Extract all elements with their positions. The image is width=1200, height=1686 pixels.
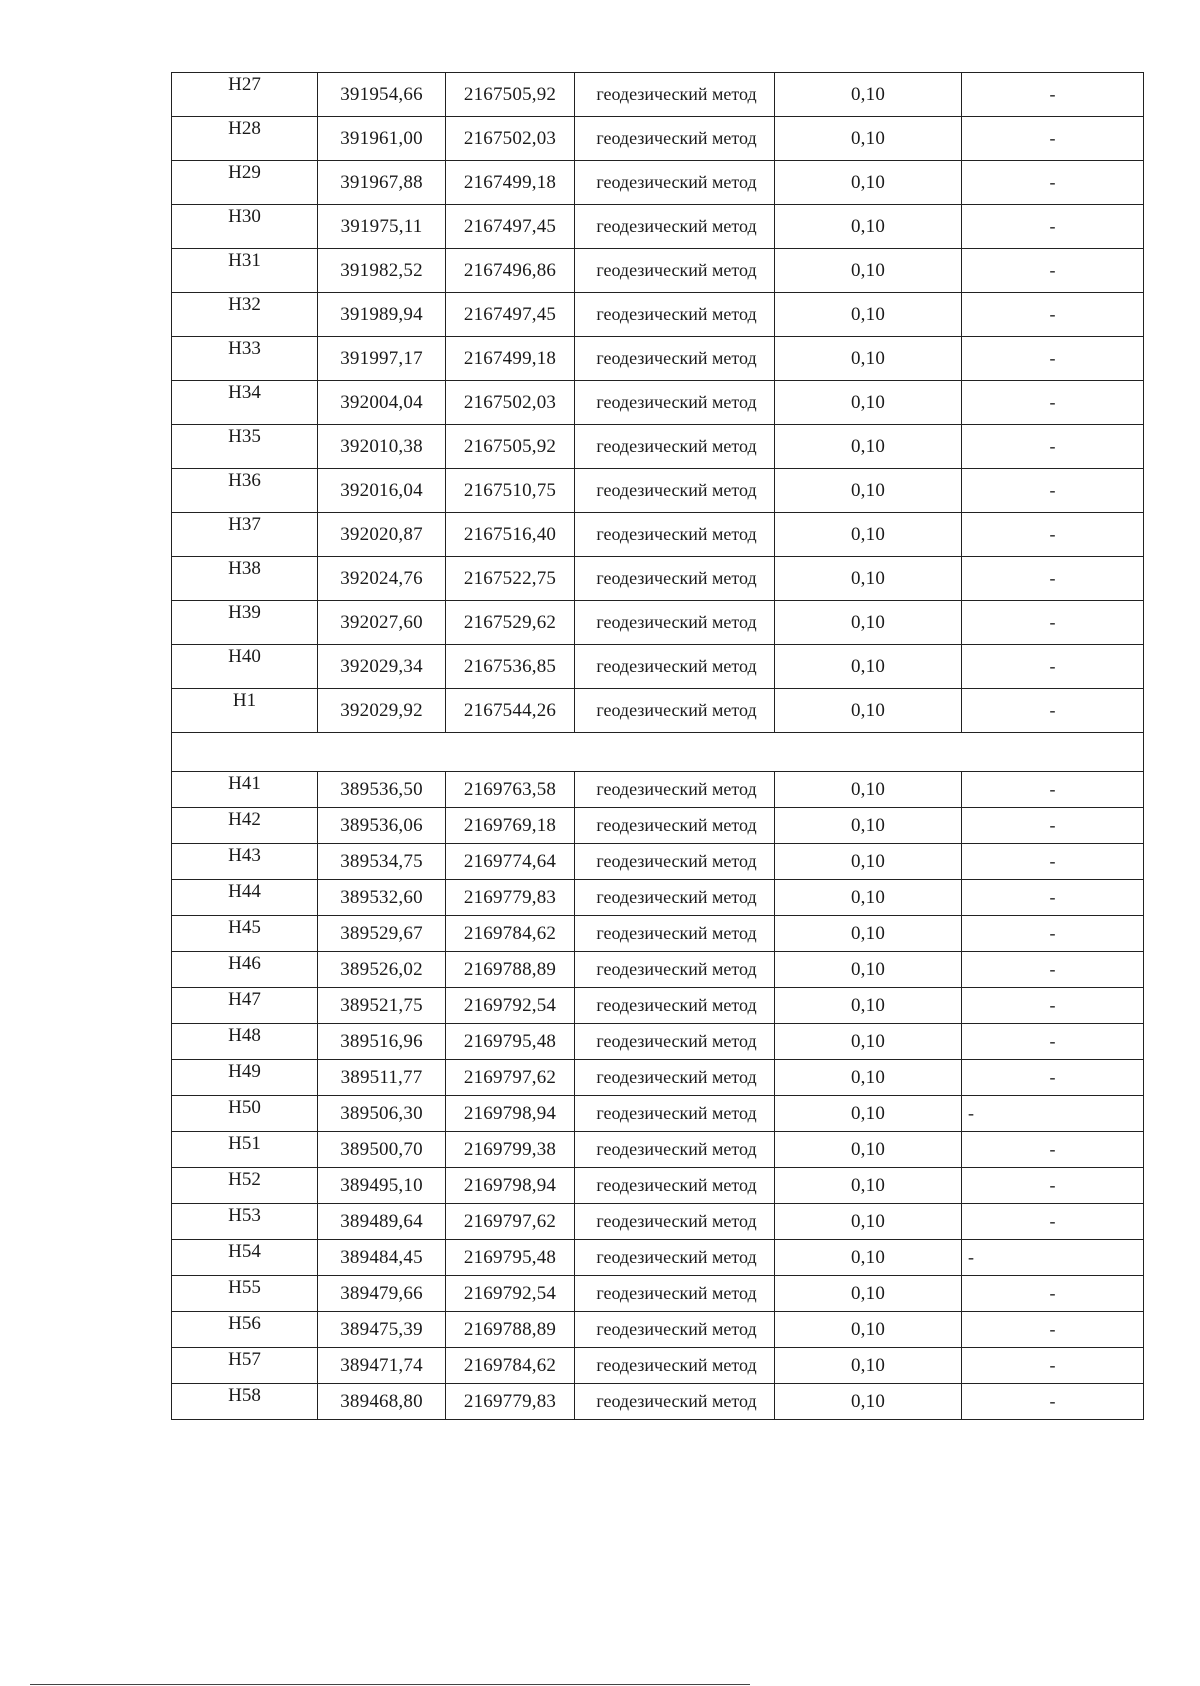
note-cell: - — [962, 1384, 1144, 1420]
x-coordinate-cell: 391967,88 — [318, 161, 446, 205]
point-cell: Н27 — [172, 73, 318, 117]
point-cell: Н36 — [172, 469, 318, 513]
x-coordinate-cell: 391989,94 — [318, 293, 446, 337]
accuracy-cell: 0,10 — [775, 1132, 962, 1168]
accuracy-cell: 0,10 — [775, 1312, 962, 1348]
table-row — [172, 844, 1144, 880]
note-cell: - — [962, 1240, 1144, 1276]
accuracy-cell: 0,10 — [775, 1240, 962, 1276]
note-cell: - — [962, 844, 1144, 880]
y-coordinate-cell: 2169779,83 — [446, 1384, 575, 1420]
note-cell: - — [962, 1132, 1144, 1168]
method-cell: геодезический метод — [575, 425, 775, 469]
point-cell: Н1 — [172, 689, 318, 733]
x-coordinate-cell: 391982,52 — [318, 249, 446, 293]
x-coordinate-cell: 389475,39 — [318, 1312, 446, 1348]
y-coordinate-cell: 2167522,75 — [446, 557, 575, 601]
table-row — [172, 557, 1144, 601]
note-cell: - — [962, 1204, 1144, 1240]
table-row — [172, 601, 1144, 645]
x-coordinate-cell: 392029,92 — [318, 689, 446, 733]
method-cell: геодезический метод — [575, 557, 775, 601]
separator-cell — [172, 733, 1144, 772]
table-row — [172, 808, 1144, 844]
y-coordinate-cell: 2167499,18 — [446, 161, 575, 205]
note-cell: - — [962, 557, 1144, 601]
y-coordinate-cell: 2169795,48 — [446, 1240, 575, 1276]
y-coordinate-cell: 2167544,26 — [446, 689, 575, 733]
accuracy-cell: 0,10 — [775, 161, 962, 205]
table-row — [172, 1348, 1144, 1384]
accuracy-cell: 0,10 — [775, 916, 962, 952]
x-coordinate-cell: 389532,60 — [318, 880, 446, 916]
accuracy-cell: 0,10 — [775, 844, 962, 880]
x-coordinate-cell: 391975,11 — [318, 205, 446, 249]
x-coordinate-cell: 389471,74 — [318, 1348, 446, 1384]
point-cell: Н56 — [172, 1312, 318, 1348]
note-cell: - — [962, 249, 1144, 293]
accuracy-cell: 0,10 — [775, 1060, 962, 1096]
y-coordinate-cell: 2167496,86 — [446, 249, 575, 293]
note-cell: - — [962, 73, 1144, 117]
point-cell: Н44 — [172, 880, 318, 916]
y-coordinate-cell: 2169769,18 — [446, 808, 575, 844]
table-row — [172, 1132, 1144, 1168]
point-cell: Н58 — [172, 1384, 318, 1420]
point-cell: Н51 — [172, 1132, 318, 1168]
y-coordinate-cell: 2167510,75 — [446, 469, 575, 513]
point-cell: Н29 — [172, 161, 318, 205]
x-coordinate-cell: 389516,96 — [318, 1024, 446, 1060]
note-cell: - — [962, 1060, 1144, 1096]
x-coordinate-cell: 392010,38 — [318, 425, 446, 469]
y-coordinate-cell: 2167505,92 — [446, 425, 575, 469]
accuracy-cell: 0,10 — [775, 880, 962, 916]
x-coordinate-cell: 389536,50 — [318, 772, 446, 808]
x-coordinate-cell: 392020,87 — [318, 513, 446, 557]
accuracy-cell: 0,10 — [775, 645, 962, 689]
accuracy-cell: 0,10 — [775, 1024, 962, 1060]
point-cell: Н33 — [172, 337, 318, 381]
y-coordinate-cell: 2167536,85 — [446, 645, 575, 689]
y-coordinate-cell: 2169799,38 — [446, 1132, 575, 1168]
point-cell: Н46 — [172, 952, 318, 988]
x-coordinate-cell: 389511,77 — [318, 1060, 446, 1096]
x-coordinate-cell: 392024,76 — [318, 557, 446, 601]
table-row — [172, 381, 1144, 425]
point-cell: Н34 — [172, 381, 318, 425]
method-cell: геодезический метод — [575, 1240, 775, 1276]
accuracy-cell: 0,10 — [775, 988, 962, 1024]
y-coordinate-cell: 2167502,03 — [446, 381, 575, 425]
y-coordinate-cell: 2169774,64 — [446, 844, 575, 880]
method-cell: геодезический метод — [575, 117, 775, 161]
y-coordinate-cell: 2169797,62 — [446, 1060, 575, 1096]
table-row — [172, 916, 1144, 952]
accuracy-cell: 0,10 — [775, 1276, 962, 1312]
x-coordinate-cell: 392004,04 — [318, 381, 446, 425]
accuracy-cell: 0,10 — [775, 601, 962, 645]
note-cell: - — [962, 1024, 1144, 1060]
method-cell: геодезический метод — [575, 1384, 775, 1420]
table-row — [172, 205, 1144, 249]
table-row — [172, 249, 1144, 293]
table-row — [172, 73, 1144, 117]
x-coordinate-cell: 389534,75 — [318, 844, 446, 880]
table-row — [172, 469, 1144, 513]
accuracy-cell: 0,10 — [775, 557, 962, 601]
coordinates-table-body — [172, 73, 1144, 1420]
method-cell: геодезический метод — [575, 808, 775, 844]
accuracy-cell: 0,10 — [775, 1348, 962, 1384]
table-row — [172, 645, 1144, 689]
x-coordinate-cell: 389521,75 — [318, 988, 446, 1024]
point-cell: Н50 — [172, 1096, 318, 1132]
note-cell: - — [962, 689, 1144, 733]
x-coordinate-cell: 392016,04 — [318, 469, 446, 513]
accuracy-cell: 0,10 — [775, 381, 962, 425]
y-coordinate-cell: 2169779,83 — [446, 880, 575, 916]
table-row — [172, 117, 1144, 161]
table-row — [172, 689, 1144, 733]
method-cell: геодезический метод — [575, 381, 775, 425]
accuracy-cell: 0,10 — [775, 337, 962, 381]
x-coordinate-cell: 392027,60 — [318, 601, 446, 645]
accuracy-cell: 0,10 — [775, 249, 962, 293]
method-cell: геодезический метод — [575, 1276, 775, 1312]
point-cell: Н39 — [172, 601, 318, 645]
point-cell: Н41 — [172, 772, 318, 808]
accuracy-cell: 0,10 — [775, 117, 962, 161]
x-coordinate-cell: 391954,66 — [318, 73, 446, 117]
accuracy-cell: 0,10 — [775, 469, 962, 513]
method-cell: геодезический метод — [575, 1096, 775, 1132]
x-coordinate-cell: 389529,67 — [318, 916, 446, 952]
x-coordinate-cell: 389484,45 — [318, 1240, 446, 1276]
note-cell: - — [962, 117, 1144, 161]
point-cell: Н43 — [172, 844, 318, 880]
note-cell: - — [962, 772, 1144, 808]
y-coordinate-cell: 2169797,62 — [446, 1204, 575, 1240]
y-coordinate-cell: 2169788,89 — [446, 952, 575, 988]
note-cell: - — [962, 381, 1144, 425]
table-row — [172, 1312, 1144, 1348]
note-cell: - — [962, 601, 1144, 645]
accuracy-cell: 0,10 — [775, 1168, 962, 1204]
point-cell: Н37 — [172, 513, 318, 557]
y-coordinate-cell: 2167502,03 — [446, 117, 575, 161]
accuracy-cell: 0,10 — [775, 1384, 962, 1420]
accuracy-cell: 0,10 — [775, 425, 962, 469]
method-cell: геодезический метод — [575, 1132, 775, 1168]
y-coordinate-cell: 2167505,92 — [446, 73, 575, 117]
x-coordinate-cell: 389506,30 — [318, 1096, 446, 1132]
method-cell: геодезический метод — [575, 689, 775, 733]
accuracy-cell: 0,10 — [775, 952, 962, 988]
coordinates-table — [171, 72, 1144, 1420]
x-coordinate-cell: 389526,02 — [318, 952, 446, 988]
point-cell: Н42 — [172, 808, 318, 844]
accuracy-cell: 0,10 — [775, 73, 962, 117]
table-row — [172, 1060, 1144, 1096]
method-cell: геодезический метод — [575, 161, 775, 205]
x-coordinate-cell: 389489,64 — [318, 1204, 446, 1240]
x-coordinate-cell: 389479,66 — [318, 1276, 446, 1312]
point-cell: Н40 — [172, 645, 318, 689]
method-cell: геодезический метод — [575, 1168, 775, 1204]
method-cell: геодезический метод — [575, 880, 775, 916]
table-row — [172, 1240, 1144, 1276]
point-cell: Н53 — [172, 1204, 318, 1240]
point-cell: Н49 — [172, 1060, 318, 1096]
note-cell: - — [962, 1096, 1144, 1132]
note-cell: - — [962, 916, 1144, 952]
note-cell: - — [962, 425, 1144, 469]
y-coordinate-cell: 2169798,94 — [446, 1096, 575, 1132]
x-coordinate-cell: 389536,06 — [318, 808, 446, 844]
method-cell: геодезический метод — [575, 1060, 775, 1096]
y-coordinate-cell: 2169784,62 — [446, 1348, 575, 1384]
method-cell: геодезический метод — [575, 952, 775, 988]
note-cell: - — [962, 988, 1144, 1024]
method-cell: геодезический метод — [575, 645, 775, 689]
method-cell: геодезический метод — [575, 1348, 775, 1384]
method-cell: геодезический метод — [575, 1204, 775, 1240]
y-coordinate-cell: 2169795,48 — [446, 1024, 575, 1060]
point-cell: Н30 — [172, 205, 318, 249]
table-row — [172, 772, 1144, 808]
note-cell: - — [962, 808, 1144, 844]
point-cell: Н32 — [172, 293, 318, 337]
method-cell: геодезический метод — [575, 73, 775, 117]
table-row — [172, 1024, 1144, 1060]
point-cell: Н48 — [172, 1024, 318, 1060]
point-cell: Н45 — [172, 916, 318, 952]
method-cell: геодезический метод — [575, 337, 775, 381]
point-cell: Н31 — [172, 249, 318, 293]
accuracy-cell: 0,10 — [775, 513, 962, 557]
table-row — [172, 425, 1144, 469]
separator-row — [172, 733, 1144, 772]
note-cell: - — [962, 645, 1144, 689]
x-coordinate-cell: 389500,70 — [318, 1132, 446, 1168]
y-coordinate-cell: 2169792,54 — [446, 988, 575, 1024]
note-cell: - — [962, 952, 1144, 988]
method-cell: геодезический метод — [575, 469, 775, 513]
table-row — [172, 1384, 1144, 1420]
x-coordinate-cell: 392029,34 — [318, 645, 446, 689]
table-row — [172, 293, 1144, 337]
table-row — [172, 1168, 1144, 1204]
note-cell: - — [962, 337, 1144, 381]
note-cell: - — [962, 293, 1144, 337]
method-cell: геодезический метод — [575, 249, 775, 293]
page-bottom-rule — [30, 1684, 750, 1685]
y-coordinate-cell: 2169798,94 — [446, 1168, 575, 1204]
method-cell: геодезический метод — [575, 513, 775, 557]
y-coordinate-cell: 2169792,54 — [446, 1276, 575, 1312]
accuracy-cell: 0,10 — [775, 808, 962, 844]
point-cell: Н57 — [172, 1348, 318, 1384]
accuracy-cell: 0,10 — [775, 1204, 962, 1240]
method-cell: геодезический метод — [575, 772, 775, 808]
note-cell: - — [962, 1348, 1144, 1384]
x-coordinate-cell: 391997,17 — [318, 337, 446, 381]
note-cell: - — [962, 880, 1144, 916]
y-coordinate-cell: 2167497,45 — [446, 205, 575, 249]
x-coordinate-cell: 389495,10 — [318, 1168, 446, 1204]
y-coordinate-cell: 2167499,18 — [446, 337, 575, 381]
note-cell: - — [962, 1168, 1144, 1204]
table-row — [172, 952, 1144, 988]
accuracy-cell: 0,10 — [775, 772, 962, 808]
method-cell: геодезический метод — [575, 293, 775, 337]
x-coordinate-cell: 391961,00 — [318, 117, 446, 161]
method-cell: геодезический метод — [575, 1312, 775, 1348]
table-row — [172, 988, 1144, 1024]
method-cell: геодезический метод — [575, 844, 775, 880]
table-row — [172, 880, 1144, 916]
note-cell: - — [962, 469, 1144, 513]
method-cell: геодезический метод — [575, 205, 775, 249]
table-row — [172, 513, 1144, 557]
table-row — [172, 1096, 1144, 1132]
accuracy-cell: 0,10 — [775, 1096, 962, 1132]
note-cell: - — [962, 1312, 1144, 1348]
note-cell: - — [962, 1276, 1144, 1312]
y-coordinate-cell: 2167497,45 — [446, 293, 575, 337]
y-coordinate-cell: 2167529,62 — [446, 601, 575, 645]
note-cell: - — [962, 161, 1144, 205]
accuracy-cell: 0,10 — [775, 205, 962, 249]
method-cell: геодезический метод — [575, 1024, 775, 1060]
point-cell: Н54 — [172, 1240, 318, 1276]
y-coordinate-cell: 2169784,62 — [446, 916, 575, 952]
accuracy-cell: 0,10 — [775, 293, 962, 337]
method-cell: геодезический метод — [575, 916, 775, 952]
x-coordinate-cell: 389468,80 — [318, 1384, 446, 1420]
note-cell: - — [962, 205, 1144, 249]
method-cell: геодезический метод — [575, 988, 775, 1024]
table-row — [172, 161, 1144, 205]
table-row — [172, 337, 1144, 381]
point-cell: Н47 — [172, 988, 318, 1024]
point-cell: Н28 — [172, 117, 318, 161]
y-coordinate-cell: 2169788,89 — [446, 1312, 575, 1348]
accuracy-cell: 0,10 — [775, 689, 962, 733]
note-cell: - — [962, 513, 1144, 557]
y-coordinate-cell: 2169763,58 — [446, 772, 575, 808]
point-cell: Н35 — [172, 425, 318, 469]
table-row — [172, 1204, 1144, 1240]
point-cell: Н52 — [172, 1168, 318, 1204]
point-cell: Н38 — [172, 557, 318, 601]
method-cell: геодезический метод — [575, 601, 775, 645]
point-cell: Н55 — [172, 1276, 318, 1312]
table-row — [172, 1276, 1144, 1312]
y-coordinate-cell: 2167516,40 — [446, 513, 575, 557]
